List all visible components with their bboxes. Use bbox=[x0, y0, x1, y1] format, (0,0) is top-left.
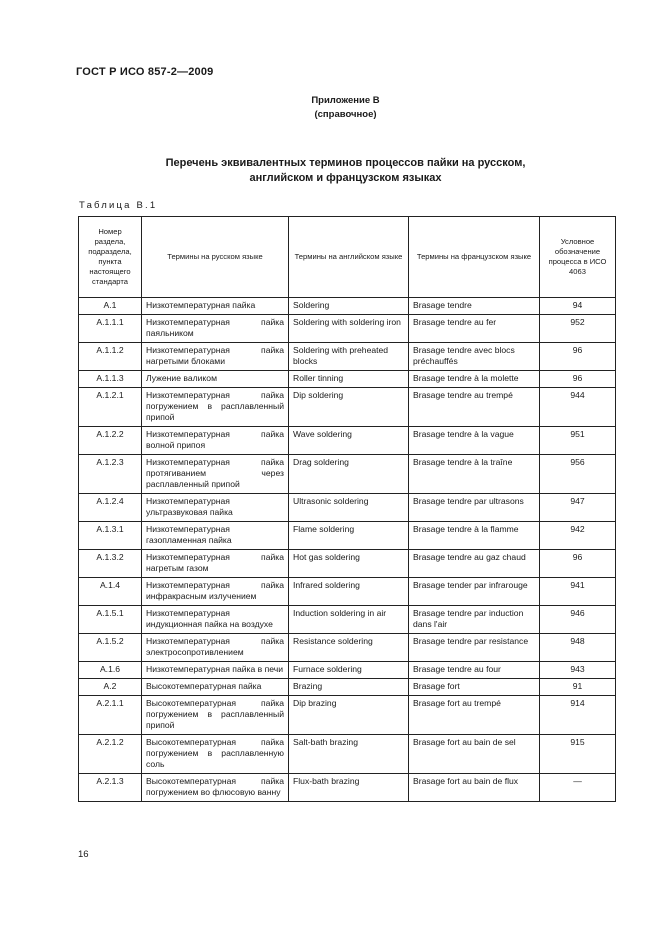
french-term-cell: Brasage tendre à la traîne bbox=[409, 455, 540, 494]
column-header-number: Номер раздела, подраздела, пункта настоящего стандарта bbox=[79, 217, 142, 298]
table-row bbox=[79, 455, 616, 494]
french-term-cell: Brasage tendre à la molette bbox=[409, 371, 540, 388]
french-term-cell: Brasage tendre au trempé bbox=[409, 388, 540, 427]
table-row bbox=[79, 606, 616, 634]
section-number-cell: A.1.6 bbox=[79, 662, 142, 679]
russian-term-cell: Низкотемпературная пайка bbox=[142, 298, 289, 315]
english-term-cell: Ultrasonic soldering bbox=[289, 494, 409, 522]
column-header-iso-code: Условное обозначение процесса в ИСО 4063 bbox=[540, 217, 616, 298]
iso-code-cell: 96 bbox=[540, 343, 616, 371]
russian-term-cell: Высокотемпературная пайка bbox=[142, 679, 289, 696]
table-row bbox=[79, 298, 616, 315]
french-term-cell: Brasage tendre par resistance bbox=[409, 634, 540, 662]
page-title bbox=[0, 156, 661, 186]
english-term-cell: Roller tinning bbox=[289, 371, 409, 388]
section-number-cell: A.2.1.2 bbox=[79, 735, 142, 774]
column-header-russian: Термины на русском языке bbox=[142, 217, 289, 298]
russian-term-cell: Низкотемпературная пайка паяльником bbox=[142, 315, 289, 343]
russian-term-cell: Низкотемпературная пайка нагретыми блоками bbox=[142, 343, 289, 371]
table-row bbox=[79, 679, 616, 696]
appendix-label: Приложение В bbox=[311, 95, 380, 106]
french-term-cell: Brasage tendre par induction dans l'air bbox=[409, 606, 540, 634]
table-row bbox=[79, 343, 616, 371]
english-term-cell: Salt-bath brazing bbox=[289, 735, 409, 774]
table-row bbox=[79, 371, 616, 388]
table-row bbox=[79, 696, 616, 735]
iso-code-cell: — bbox=[540, 774, 616, 802]
iso-code-cell: 96 bbox=[540, 371, 616, 388]
english-term-cell: Drag soldering bbox=[289, 455, 409, 494]
english-term-cell: Furnace soldering bbox=[289, 662, 409, 679]
table-row bbox=[79, 427, 616, 455]
iso-code-cell: 943 bbox=[540, 662, 616, 679]
iso-code-cell: 948 bbox=[540, 634, 616, 662]
iso-code-cell: 914 bbox=[540, 696, 616, 735]
section-number-cell: A.2.1.1 bbox=[79, 696, 142, 735]
iso-code-cell: 952 bbox=[540, 315, 616, 343]
russian-term-cell: Низкотемпературная газопламенная пайка bbox=[142, 522, 289, 550]
iso-code-cell: 942 bbox=[540, 522, 616, 550]
english-term-cell: Flame soldering bbox=[289, 522, 409, 550]
russian-term-cell: Низкотемпературная пайка нагретым газом bbox=[142, 550, 289, 578]
english-term-cell: Dip brazing bbox=[289, 696, 409, 735]
russian-term-cell: Низкотемпературная пайка в печи bbox=[142, 662, 289, 679]
french-term-cell: Brasage fort bbox=[409, 679, 540, 696]
section-number-cell: A.2 bbox=[79, 679, 142, 696]
table-caption: Таблица В.1 bbox=[79, 200, 158, 211]
section-number-cell: A.1.5.1 bbox=[79, 606, 142, 634]
page-number: 16 bbox=[78, 849, 89, 860]
russian-term-cell: Высокотемпературная пайка погружением в расплавленный припой bbox=[142, 696, 289, 735]
french-term-cell: Brasage tendre avec blocs préchauffés bbox=[409, 343, 540, 371]
section-number-cell: A.1.2.1 bbox=[79, 388, 142, 427]
section-number-cell: A.1.3.1 bbox=[79, 522, 142, 550]
french-term-cell: Brasage tendre par ultrasons bbox=[409, 494, 540, 522]
english-term-cell: Soldering with soldering iron bbox=[289, 315, 409, 343]
section-number-cell: A.1.5.2 bbox=[79, 634, 142, 662]
section-number-cell: A.1.1.3 bbox=[79, 371, 142, 388]
table-header-row bbox=[79, 217, 616, 298]
section-number-cell: A.1.2.4 bbox=[79, 494, 142, 522]
english-term-cell: Induction soldering in air bbox=[289, 606, 409, 634]
table-row bbox=[79, 774, 616, 802]
table-row bbox=[79, 578, 616, 606]
french-term-cell: Brasage tendre au gaz chaud bbox=[409, 550, 540, 578]
russian-term-cell: Высокотемпературная пайка погружением во флюсовую ванну bbox=[142, 774, 289, 802]
iso-code-cell: 91 bbox=[540, 679, 616, 696]
section-number-cell: A.1.1.1 bbox=[79, 315, 142, 343]
section-number-cell: A.1.3.2 bbox=[79, 550, 142, 578]
column-header-french: Термины на французском языке bbox=[409, 217, 540, 298]
iso-code-cell: 944 bbox=[540, 388, 616, 427]
table-row bbox=[79, 634, 616, 662]
section-number-cell: A.1.2.2 bbox=[79, 427, 142, 455]
english-term-cell: Dip soldering bbox=[289, 388, 409, 427]
english-term-cell: Infrared soldering bbox=[289, 578, 409, 606]
french-term-cell: Brasage tendre au four bbox=[409, 662, 540, 679]
english-term-cell: Hot gas soldering bbox=[289, 550, 409, 578]
russian-term-cell: Низкотемпературная пайка инфракрасным излучением bbox=[142, 578, 289, 606]
title-line-2: английском и французском языках bbox=[249, 172, 442, 184]
table-row bbox=[79, 388, 616, 427]
section-number-cell: A.1.4 bbox=[79, 578, 142, 606]
russian-term-cell: Низкотемпературная ультразвуковая пайка bbox=[142, 494, 289, 522]
russian-term-cell: Низкотемпературная пайка протягиванием через расплавленный припой bbox=[142, 455, 289, 494]
french-term-cell: Brasage tendre à la vague bbox=[409, 427, 540, 455]
table-row bbox=[79, 662, 616, 679]
terms-table bbox=[78, 216, 616, 802]
section-number-cell: A.1.1.2 bbox=[79, 343, 142, 371]
english-term-cell: Flux-bath brazing bbox=[289, 774, 409, 802]
section-number-cell: A.2.1.3 bbox=[79, 774, 142, 802]
english-term-cell: Wave soldering bbox=[289, 427, 409, 455]
table-row bbox=[79, 494, 616, 522]
document-code: ГОСТ Р ИСО 857-2—2009 bbox=[76, 66, 214, 78]
russian-term-cell: Высокотемпературная пайка погружением в расплавленную соль bbox=[142, 735, 289, 774]
french-term-cell: Brasage fort au trempé bbox=[409, 696, 540, 735]
section-number-cell: A.1 bbox=[79, 298, 142, 315]
russian-term-cell: Лужение валиком bbox=[142, 371, 289, 388]
russian-term-cell: Низкотемпературная пайка волной припоя bbox=[142, 427, 289, 455]
russian-term-cell: Низкотемпературная пайка электросопротивлением bbox=[142, 634, 289, 662]
iso-code-cell: 947 bbox=[540, 494, 616, 522]
french-term-cell: Brasage fort au bain de flux bbox=[409, 774, 540, 802]
section-number-cell: A.1.2.3 bbox=[79, 455, 142, 494]
english-term-cell: Soldering bbox=[289, 298, 409, 315]
table-row bbox=[79, 735, 616, 774]
iso-code-cell: 96 bbox=[540, 550, 616, 578]
iso-code-cell: 941 bbox=[540, 578, 616, 606]
table-row bbox=[79, 550, 616, 578]
appendix-type: (справочное) bbox=[314, 109, 377, 120]
english-term-cell: Resistance soldering bbox=[289, 634, 409, 662]
iso-code-cell: 915 bbox=[540, 735, 616, 774]
english-term-cell: Soldering with preheated blocks bbox=[289, 343, 409, 371]
appendix-heading bbox=[0, 94, 661, 122]
french-term-cell: Brasage tendre au fer bbox=[409, 315, 540, 343]
iso-code-cell: 956 bbox=[540, 455, 616, 494]
table-body bbox=[79, 298, 616, 802]
russian-term-cell: Низкотемпературная пайка погружением в расплавленный припой bbox=[142, 388, 289, 427]
table-row bbox=[79, 522, 616, 550]
french-term-cell: Brasage tender par infrarouge bbox=[409, 578, 540, 606]
table-row bbox=[79, 315, 616, 343]
iso-code-cell: 946 bbox=[540, 606, 616, 634]
title-line-1: Перечень эквивалентных терминов процессов пайки на русском, bbox=[165, 157, 526, 169]
iso-code-cell: 94 bbox=[540, 298, 616, 315]
english-term-cell: Brazing bbox=[289, 679, 409, 696]
iso-code-cell: 951 bbox=[540, 427, 616, 455]
french-term-cell: Brasage tendre à la flamme bbox=[409, 522, 540, 550]
column-header-english: Термины на английском языке bbox=[289, 217, 409, 298]
russian-term-cell: Низкотемпературная индукционная пайка на воздухе bbox=[142, 606, 289, 634]
french-term-cell: Brasage fort au bain de sel bbox=[409, 735, 540, 774]
french-term-cell: Brasage tendre bbox=[409, 298, 540, 315]
